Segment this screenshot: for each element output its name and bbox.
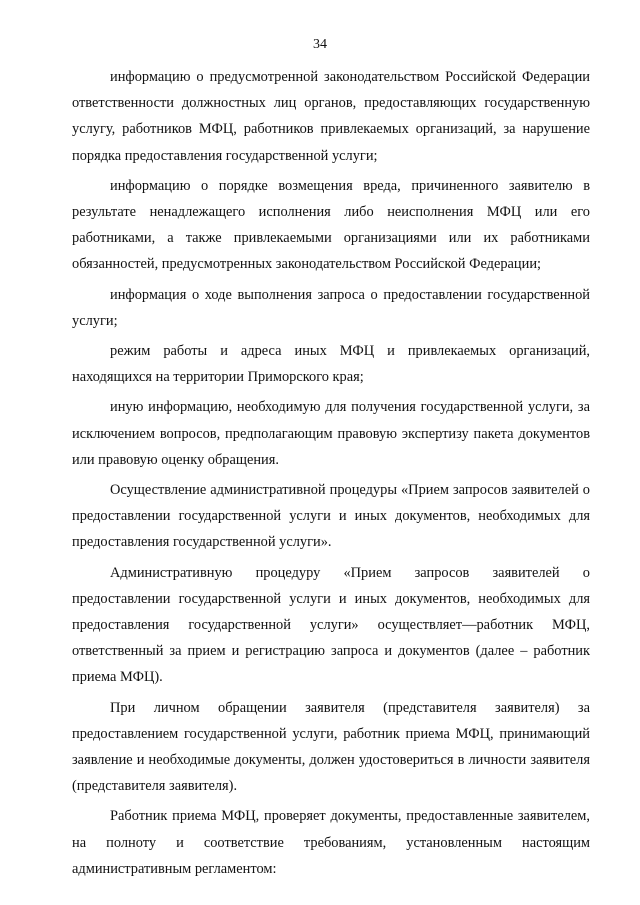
paragraph-liability-info: информацию о предусмотренной законодательством Российской Федерации ответственности должностных лиц органов, предоставляющих государственную услугу, работников МФЦ, работников привлекаемых организаций, за нарушение порядка предоставления государственной услуги; — [72, 69, 590, 164]
paragraph-work-schedule: режим работы и адреса иных МФЦ и привлекаемых организаций, находящихся на территории Приморского края; — [72, 343, 590, 386]
paragraph-document-check: Работник приема МФЦ, проверяет документы, предоставленные заявителем, на полноту и соответствие требованиям, установленным настоящим административным регламентом: — [72, 808, 590, 877]
paragraph-personal-visit: При личном обращении заявителя (представителя заявителя) за предоставлением государственной услуги, работник приема МФЦ, принимающий заявление и необходимые документы, должен удостовериться в личности заявителя (представителя заявителя). — [72, 699, 590, 795]
document-body — [72, 64, 590, 886]
paragraph-other-info: иную информацию, необходимую для получения государственной услуги, за исключением вопросов, предполагающим правовую экспертизу пакета документов или правовую оценку обращения. — [72, 399, 590, 468]
paragraph-damage-compensation: информацию о порядке возмещения вреда, причиненного заявителю в результате ненадлежащего исполнения либо неисполнения МФЦ или его работниками, а также привлекаемыми организациями или их работниками обязанностей, предусмотренных законодательством Российской Федерации; — [72, 177, 590, 273]
page-number: 34 — [313, 37, 327, 52]
paragraph-procedure-title: Осуществление административной процедуры «Прием запросов заявителей о предоставлении государственной услуги и иных документов, необходимых для предоставления государственной услуги». — [72, 482, 590, 551]
paragraph-request-progress: информация о ходе выполнения запроса о предоставлении государственной услуги; — [72, 286, 590, 329]
paragraph-procedure-executor: Административную процедуру «Прием запросов заявителей о предоставлении государственной услуги и иных документов, необходимых для предоставления государственной услуги» осуществляет—работник МФЦ, ответственный за прием и регистрацию запроса и документов (далее – работник приема МФЦ). — [72, 564, 590, 686]
